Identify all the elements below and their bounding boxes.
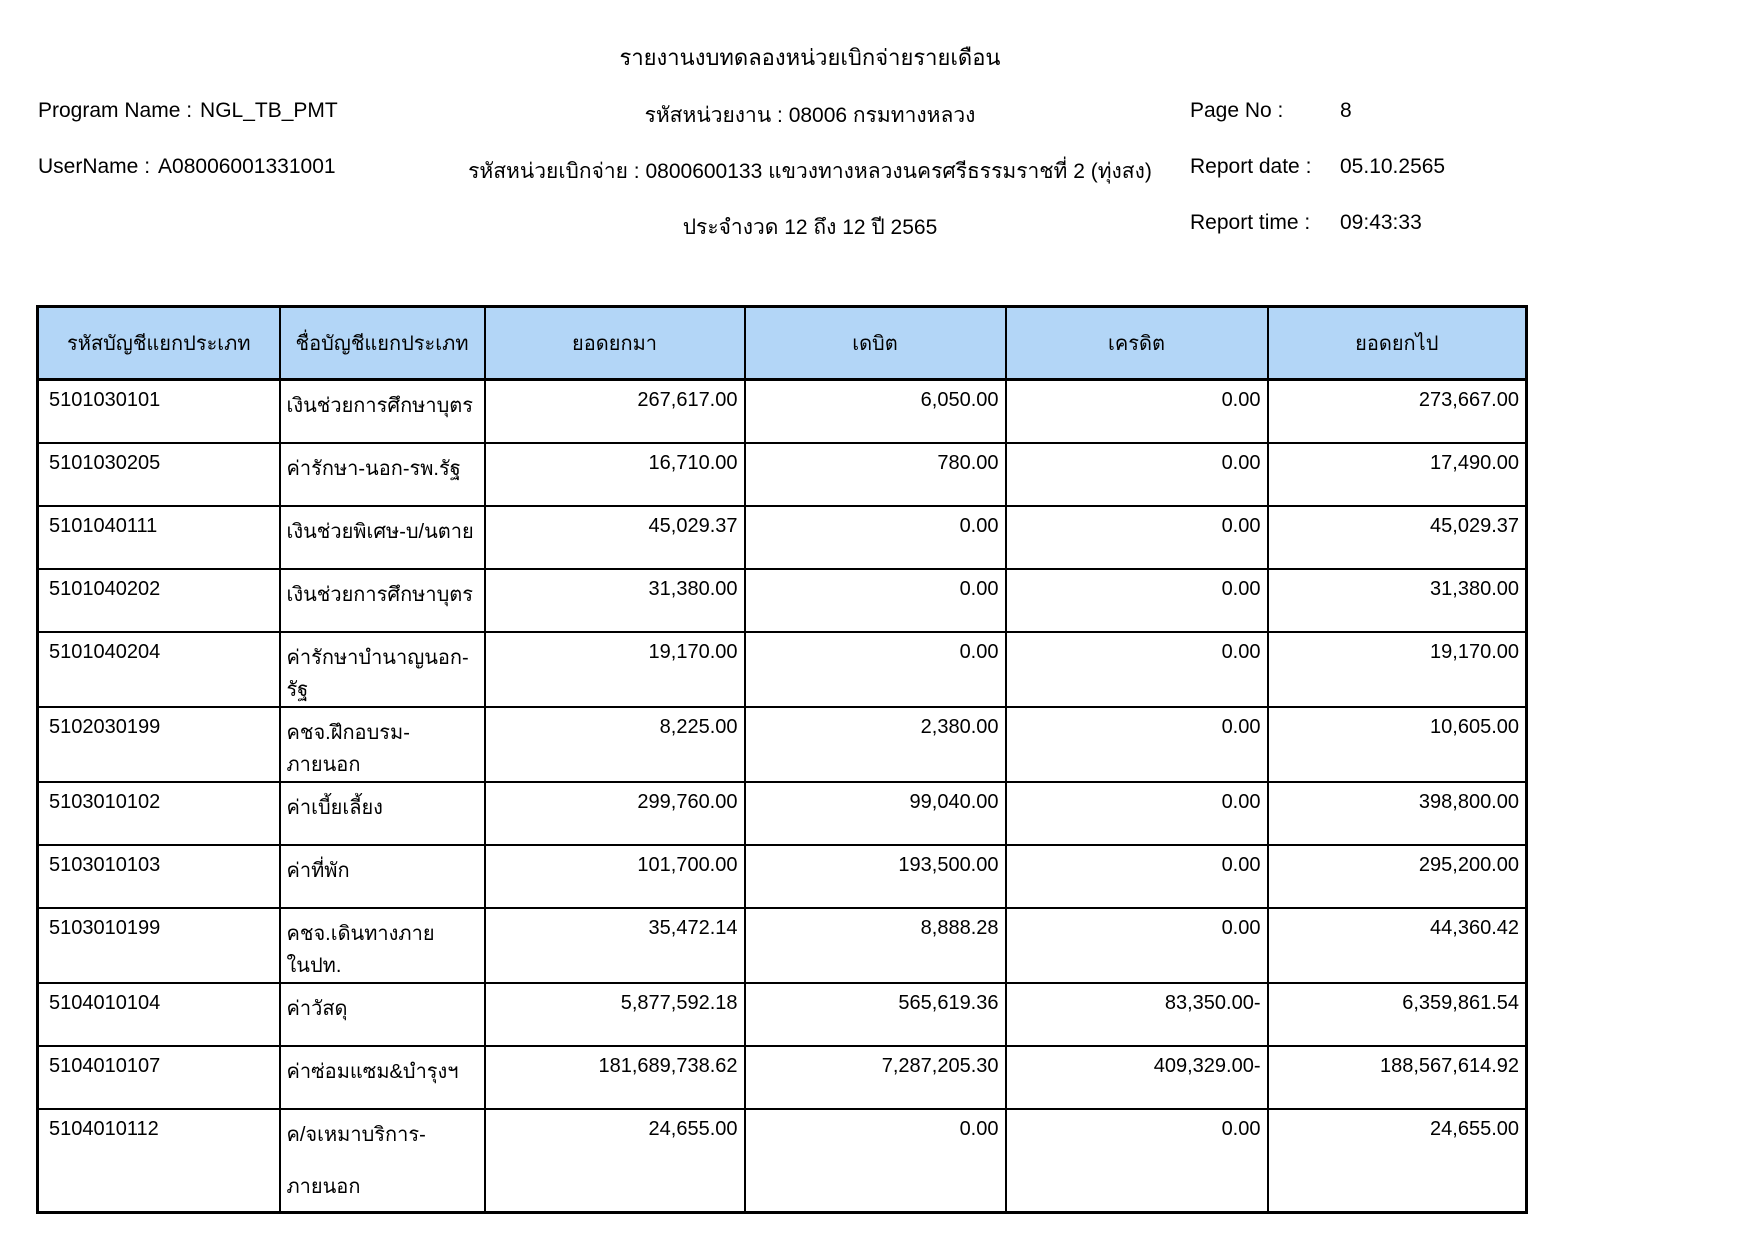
debit: 6,050.00 bbox=[745, 380, 1006, 444]
header-credit: เครดิต bbox=[1006, 307, 1268, 380]
report-title: รายงานงบทดลองหน่วยเบิกจ่ายรายเดือน bbox=[619, 45, 1001, 70]
carry-forward: 19,170.00 bbox=[1268, 632, 1527, 707]
table-row bbox=[38, 380, 1527, 444]
gl-code: 5101040202 bbox=[38, 569, 280, 632]
table-row bbox=[38, 1109, 1527, 1213]
credit: 0.00 bbox=[1006, 1109, 1268, 1213]
page-no-value: 8 bbox=[1340, 99, 1352, 122]
debit: 193,500.00 bbox=[745, 845, 1006, 908]
brought-forward: 31,380.00 bbox=[485, 569, 745, 632]
gl-name: ค่าซ่อมแซม&บำรุงฯ bbox=[280, 1046, 485, 1109]
gl-name: คชจ.ฝึกอบรม-ภายนอก bbox=[280, 707, 485, 782]
gl-code: 5101030101 bbox=[38, 380, 280, 444]
table-row bbox=[38, 845, 1527, 908]
table-row bbox=[38, 632, 1527, 707]
carry-forward: 188,567,614.92 bbox=[1268, 1046, 1527, 1109]
credit: 0.00 bbox=[1006, 632, 1268, 707]
gl-name: เงินช่วยการศึกษาบุตร bbox=[280, 380, 485, 444]
credit: 0.00 bbox=[1006, 380, 1268, 444]
program-name-label: Program Name : bbox=[38, 99, 193, 122]
table-row bbox=[38, 569, 1527, 632]
carry-forward: 6,359,861.54 bbox=[1268, 983, 1527, 1046]
carry-forward: 17,490.00 bbox=[1268, 443, 1527, 506]
credit: 0.00 bbox=[1006, 443, 1268, 506]
program-name-value: NGL_TB_PMT bbox=[200, 99, 338, 122]
gl-code: 5103010103 bbox=[38, 845, 280, 908]
brought-forward: 35,472.14 bbox=[485, 908, 745, 983]
report-date-label: Report date : bbox=[1190, 155, 1312, 178]
credit: 0.00 bbox=[1006, 845, 1268, 908]
table-header-row bbox=[38, 307, 1527, 380]
gl-code: 5101040111 bbox=[38, 506, 280, 569]
brought-forward: 45,029.37 bbox=[485, 506, 745, 569]
gl-name: ค่าวัสดุ bbox=[280, 983, 485, 1046]
debit: 99,040.00 bbox=[745, 782, 1006, 845]
debit: 0.00 bbox=[745, 1109, 1006, 1213]
carry-forward: 10,605.00 bbox=[1268, 707, 1527, 782]
gl-name-line1: ค/จเหมาบริการ- bbox=[286, 1124, 426, 1146]
carry-forward: 45,029.37 bbox=[1268, 506, 1527, 569]
header-gl-name: ชื่อบัญชีแยกประเภท bbox=[280, 307, 485, 380]
brought-forward: 267,617.00 bbox=[485, 380, 745, 444]
credit: 83,350.00- bbox=[1006, 983, 1268, 1046]
table-row bbox=[38, 782, 1527, 845]
username-value: A08006001331001 bbox=[158, 155, 336, 178]
gl-name: ค่ารักษาบำนาญนอก-รัฐ bbox=[280, 632, 485, 707]
debit: 565,619.36 bbox=[745, 983, 1006, 1046]
carry-forward: 398,800.00 bbox=[1268, 782, 1527, 845]
credit: 0.00 bbox=[1006, 569, 1268, 632]
debit: 780.00 bbox=[745, 443, 1006, 506]
carry-forward: 295,200.00 bbox=[1268, 845, 1527, 908]
gl-name: เงินช่วยพิเศษ-บ/นตาย bbox=[280, 506, 485, 569]
brought-forward: 101,700.00 bbox=[485, 845, 745, 908]
brought-forward: 299,760.00 bbox=[485, 782, 745, 845]
gl-name bbox=[280, 1109, 485, 1213]
agency-line: รหัสหน่วยงาน : 08006 กรมทางหลวง bbox=[644, 104, 976, 127]
report-time-value: 09:43:33 bbox=[1340, 211, 1422, 234]
brought-forward: 24,655.00 bbox=[485, 1109, 745, 1213]
gl-name: ค่ารักษา-นอก-รพ.รัฐ bbox=[280, 443, 485, 506]
table-row bbox=[38, 1046, 1527, 1109]
gl-code: 5103010102 bbox=[38, 782, 280, 845]
header-debit: เดบิต bbox=[745, 307, 1006, 380]
carry-forward: 273,667.00 bbox=[1268, 380, 1527, 444]
gl-code: 5104010107 bbox=[38, 1046, 280, 1109]
gl-code: 5104010104 bbox=[38, 983, 280, 1046]
credit: 409,329.00- bbox=[1006, 1046, 1268, 1109]
username-label: UserName : bbox=[38, 155, 151, 178]
page-no-label: Page No : bbox=[1190, 99, 1284, 122]
table-row bbox=[38, 443, 1527, 506]
debit: 0.00 bbox=[745, 632, 1006, 707]
debit: 7,287,205.30 bbox=[745, 1046, 1006, 1109]
gl-name: เงินช่วยการศึกษาบุตร bbox=[280, 569, 485, 632]
table-row bbox=[38, 908, 1527, 983]
table-row bbox=[38, 707, 1527, 782]
debit: 2,380.00 bbox=[745, 707, 1006, 782]
credit: 0.00 bbox=[1006, 782, 1268, 845]
gl-code: 5103010199 bbox=[38, 908, 280, 983]
report-date-value: 05.10.2565 bbox=[1340, 155, 1446, 178]
debit: 8,888.28 bbox=[745, 908, 1006, 983]
gl-code: 5101040204 bbox=[38, 632, 280, 707]
credit: 0.00 bbox=[1006, 908, 1268, 983]
gl-name: ค่าที่พัก bbox=[280, 845, 485, 908]
period-line: ประจำงวด 12 ถึง 12 ปี 2565 bbox=[682, 216, 938, 239]
debit: 0.00 bbox=[745, 506, 1006, 569]
credit: 0.00 bbox=[1006, 707, 1268, 782]
gl-code: 5102030199 bbox=[38, 707, 280, 782]
brought-forward: 181,689,738.62 bbox=[485, 1046, 745, 1109]
header-carry-forward: ยอดยกไป bbox=[1268, 307, 1527, 380]
disbursement-line: รหัสหน่วยเบิกจ่าย : 0800600133 แขวงทางหลวงนครศรีธรรมราชที่ 2 (ทุ่งสง) bbox=[468, 160, 1152, 183]
carry-forward: 24,655.00 bbox=[1268, 1109, 1527, 1213]
table-row bbox=[38, 983, 1527, 1046]
gl-name: ค่าเบี้ยเลี้ยง bbox=[280, 782, 485, 845]
table-row bbox=[38, 506, 1527, 569]
gl-name: คชจ.เดินทางภายในปท. bbox=[280, 908, 485, 983]
header-gl-code: รหัสบัญชีแยกประเภท bbox=[38, 307, 280, 380]
carry-forward: 44,360.42 bbox=[1268, 908, 1527, 983]
carry-forward: 31,380.00 bbox=[1268, 569, 1527, 632]
brought-forward: 19,170.00 bbox=[485, 632, 745, 707]
debit: 0.00 bbox=[745, 569, 1006, 632]
gl-name-line2: ภายนอก bbox=[286, 1176, 361, 1198]
header-brought-forward: ยอดยกมา bbox=[485, 307, 745, 380]
report-time-label: Report time : bbox=[1190, 211, 1311, 234]
brought-forward: 8,225.00 bbox=[485, 707, 745, 782]
brought-forward: 16,710.00 bbox=[485, 443, 745, 506]
credit: 0.00 bbox=[1006, 506, 1268, 569]
gl-code: 5104010112 bbox=[38, 1109, 280, 1213]
brought-forward: 5,877,592.18 bbox=[485, 983, 745, 1046]
trial-balance-table bbox=[36, 305, 1528, 1214]
gl-code: 5101030205 bbox=[38, 443, 280, 506]
